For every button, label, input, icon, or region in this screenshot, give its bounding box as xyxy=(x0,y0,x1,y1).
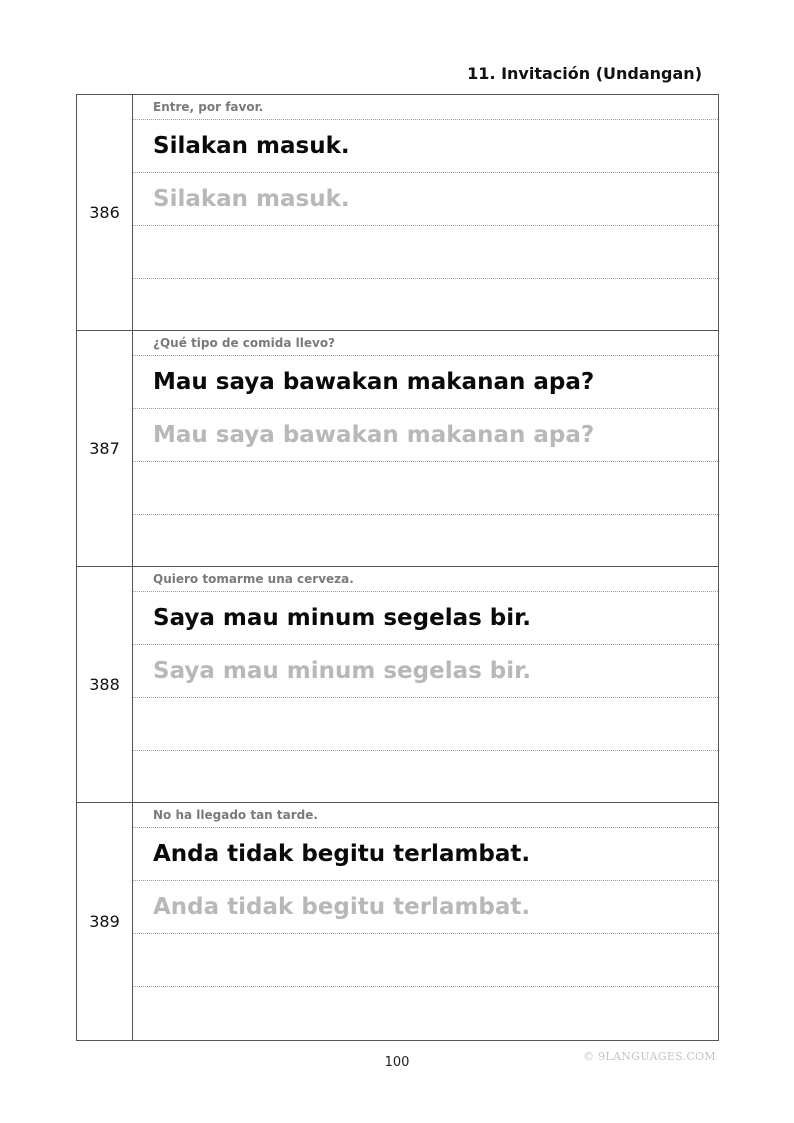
writing-lines xyxy=(133,803,718,1040)
practice-entry xyxy=(77,567,718,803)
entry-number: 388 xyxy=(77,567,133,802)
sentence-text: Mau saya bawakan makanan apa? xyxy=(153,369,595,395)
sentence-line xyxy=(133,356,718,409)
trace-line xyxy=(133,409,718,462)
practice-entry xyxy=(77,95,718,331)
entry-number: 386 xyxy=(77,95,133,330)
page-title: 11. Invitación (Undangan) xyxy=(467,64,702,83)
entry-number: 389 xyxy=(77,803,133,1040)
translation-hint: No ha llegado tan tarde. xyxy=(133,803,718,828)
sentence-text: Anda tidak begitu terlambat. xyxy=(153,841,531,867)
sentence-line xyxy=(133,120,718,173)
trace-line xyxy=(133,881,718,934)
page-number: 100 xyxy=(384,1055,410,1070)
writing-lines xyxy=(133,567,718,802)
translation-hint: ¿Qué tipo de comida llevo? xyxy=(133,331,718,356)
entry-number: 387 xyxy=(77,331,133,566)
sentence-line xyxy=(133,828,718,881)
trace-text: Anda tidak begitu terlambat. xyxy=(153,894,531,920)
blank-line xyxy=(133,934,718,987)
trace-line xyxy=(133,173,718,226)
practice-entry xyxy=(77,331,718,567)
trace-text: Mau saya bawakan makanan apa? xyxy=(153,422,595,448)
blank-line xyxy=(133,462,718,515)
sentence-line xyxy=(133,592,718,645)
writing-lines xyxy=(133,95,718,330)
blank-line xyxy=(133,279,718,330)
sentence-text: Silakan masuk. xyxy=(153,133,350,159)
sentence-text: Saya mau minum segelas bir. xyxy=(153,605,531,631)
blank-line xyxy=(133,226,718,279)
blank-line xyxy=(133,751,718,802)
trace-text: Silakan masuk. xyxy=(153,186,350,212)
blank-line xyxy=(133,698,718,751)
copyright-notice: © 9LANGUAGES.COM xyxy=(583,1050,716,1063)
translation-hint: Entre, por favor. xyxy=(133,95,718,120)
translation-hint: Quiero tomarme una cerveza. xyxy=(133,567,718,592)
trace-line xyxy=(133,645,718,698)
blank-line xyxy=(133,515,718,566)
practice-sheet xyxy=(76,94,719,1041)
practice-entry xyxy=(77,803,718,1040)
trace-text: Saya mau minum segelas bir. xyxy=(153,658,531,684)
blank-line xyxy=(133,987,718,1040)
writing-lines xyxy=(133,331,718,566)
